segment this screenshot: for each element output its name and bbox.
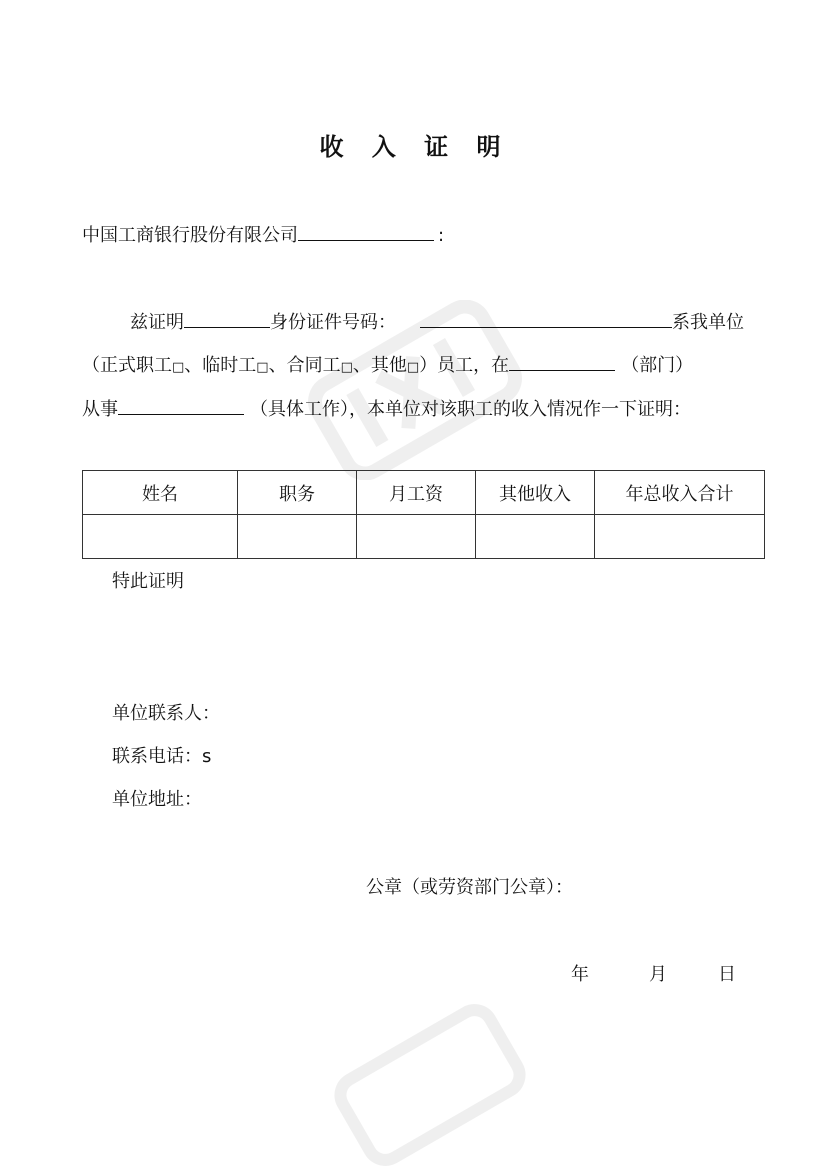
- recipient-bank: 中国工商银行股份有限公司: [82, 225, 298, 246]
- checkbox-other[interactable]: □: [406, 360, 420, 375]
- id-number-label: 身份证件号码：: [270, 312, 396, 333]
- option-other-label: 、其他: [352, 355, 407, 376]
- department-label: （部门）: [621, 355, 694, 376]
- name-blank[interactable]: [184, 309, 270, 328]
- date-month: 月: [649, 964, 667, 985]
- cell-other-income[interactable]: [476, 515, 595, 559]
- header-name: 姓名: [83, 471, 238, 515]
- employment-type-open: （正式职工: [82, 355, 172, 376]
- option-contract-label: 、合同工: [268, 355, 341, 376]
- recipient-line: [82, 222, 444, 248]
- header-other-income: 其他收入: [476, 471, 595, 515]
- table-header-row: [83, 471, 765, 515]
- work-blank[interactable]: [118, 396, 244, 415]
- income-table: [82, 470, 765, 559]
- cell-annual-total[interactable]: [595, 515, 765, 559]
- table-row: [83, 515, 765, 559]
- recipient-branch-blank[interactable]: [298, 222, 434, 241]
- date-year: 年: [571, 964, 589, 985]
- contact-phone: 联系电话：s: [112, 746, 212, 767]
- date-day: 日: [718, 964, 736, 985]
- certify-label: 兹证明: [130, 312, 184, 333]
- cell-monthly-salary[interactable]: [357, 515, 476, 559]
- paragraph-line-3: [82, 396, 691, 422]
- header-annual-total: 年总收入合计: [595, 471, 765, 515]
- checkbox-formal[interactable]: □: [172, 360, 185, 375]
- cell-name[interactable]: [83, 515, 238, 559]
- contact-address: 单位地址：: [112, 789, 202, 810]
- seal-label: 公章（或劳资部门公章）：: [366, 877, 573, 898]
- employee-in-label: ）员工，在: [419, 355, 510, 376]
- work-label: 从事: [82, 399, 118, 420]
- work-description-label: （具体工作），本单位对该职工的收入情况作一下证明：: [250, 399, 691, 420]
- paragraph-line-2: [82, 352, 693, 380]
- header-position: 职务: [238, 471, 357, 515]
- checkbox-temporary[interactable]: □: [256, 360, 269, 375]
- checkbox-contract[interactable]: □: [340, 360, 353, 375]
- closing-text: 特此证明: [112, 571, 184, 592]
- option-temporary-label: 、临时工: [184, 355, 257, 376]
- employer-label: 系我单位: [672, 312, 744, 333]
- contact-person: 单位联系人：: [112, 703, 220, 724]
- header-monthly-salary: 月工资: [357, 471, 476, 515]
- page-title: 收 入 证 明: [319, 133, 511, 161]
- watermark-logo-bottom: [330, 1000, 530, 1170]
- cell-position[interactable]: [238, 515, 357, 559]
- id-number-blank[interactable]: [420, 309, 672, 328]
- paragraph-line-1: [130, 309, 744, 335]
- recipient-colon: :: [438, 225, 445, 246]
- department-blank[interactable]: [509, 352, 615, 371]
